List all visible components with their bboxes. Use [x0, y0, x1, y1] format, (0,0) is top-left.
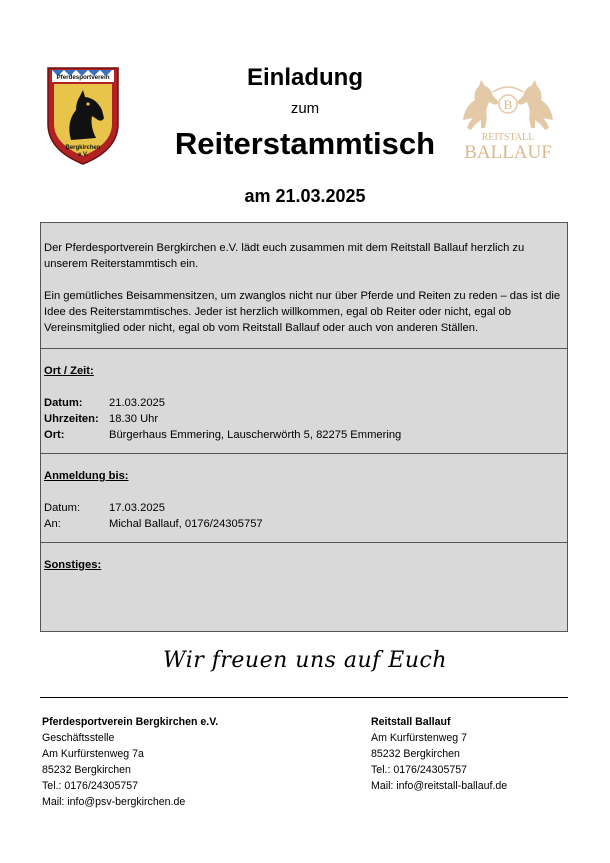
row-value: Bürgerhaus Emmering, Lauscherwörth 5, 82275 Emmering — [109, 429, 402, 441]
event-date-heading: am 21.03.2025 — [244, 186, 366, 206]
sonstiges-heading: Sonstiges: — [44, 559, 102, 571]
intro-paragraph-2: Ein gemütliches Beisammensitzen, um zwanglos nicht nur über Pferde und Reiten zu reden – das ist die Idee des Reiterstammtisches. Jeder ist herzlich willkommen, egal ob Reiter oder nicht, egal ob Vereinsmitglied oder nicht, egal ob vom Reitstall Ballauf oder auch von anderen Ställen. — [44, 290, 561, 334]
footer-org-name: Reitstall Ballauf — [371, 716, 451, 728]
footer-line: 85232 Bergkirchen — [371, 748, 460, 760]
ort-zeit-row-uhrzeiten — [44, 411, 564, 427]
footer-line: Am Kurfürstenweg 7 — [371, 732, 467, 744]
row-value: 17.03.2025 — [109, 502, 165, 514]
crest-bottom-text: Bergkirchen — [65, 145, 101, 151]
anmeldung-row-an — [44, 516, 564, 532]
crest-bottom-text-2: e.V. — [77, 152, 89, 158]
ballauf-text-1: REITSTALL — [481, 132, 535, 143]
title-einladung: Einladung — [247, 64, 363, 91]
anmeldung-heading: Anmeldung bis: — [44, 470, 129, 482]
row-value: Michal Ballauf, 0176/24305757 — [109, 518, 263, 530]
ort-zeit-row-datum — [44, 395, 564, 411]
row-value: 21.03.2025 — [109, 397, 165, 409]
row-label: Datum: — [44, 502, 81, 514]
ballauf-text-2: BALLAUF — [464, 142, 552, 162]
footer-mail[interactable]: Mail: info@reitstall-ballauf.de — [371, 780, 508, 792]
row-value: 18.30 Uhr — [109, 413, 159, 425]
intro-box — [40, 222, 568, 349]
crest-top-text: Pferdesportverein — [56, 74, 110, 81]
closing-line: Wir freuen uns auf Euch — [162, 648, 448, 673]
ort-zeit-row-ort — [44, 427, 564, 443]
footer-ballauf-contact — [371, 714, 507, 794]
ort-zeit-box — [40, 348, 568, 454]
title-reiterstammtisch: Reiterstammtisch — [174, 126, 436, 161]
ballauf-monogram: B — [503, 97, 513, 112]
intro-paragraph-1: Der Pferdesportverein Bergkirchen e.V. lädt euch zusammen mit dem Reitstall Ballauf herzlich zu unserem Reiterstammtisch ein. — [44, 242, 525, 270]
footer-phone: Tel.: 0176/24305757 — [42, 780, 139, 792]
row-label: Datum: — [44, 397, 83, 409]
sonstiges-box — [40, 542, 568, 632]
row-label: Uhrzeiten: — [44, 413, 99, 425]
row-label: An: — [44, 518, 61, 530]
title-zum: zum — [290, 100, 320, 117]
footer-line: 85232 Bergkirchen — [42, 764, 131, 776]
anmeldung-row-datum — [44, 500, 564, 516]
footer-mail[interactable]: Mail: info@psv-bergkirchen.de — [42, 796, 186, 808]
footer-org-name: Pferdesportverein Bergkirchen e.V. — [42, 716, 219, 728]
anmeldung-box — [40, 453, 568, 543]
footer-divider — [40, 697, 568, 698]
row-label: Ort: — [44, 429, 65, 441]
ort-zeit-heading: Ort / Zeit: — [44, 365, 94, 377]
footer-phone: Tel.: 0176/24305757 — [371, 764, 468, 776]
footer-line: Geschäftsstelle — [42, 732, 115, 744]
footer-psv-contact — [42, 714, 218, 810]
footer-line: Am Kurfürstenweg 7a — [42, 748, 144, 760]
